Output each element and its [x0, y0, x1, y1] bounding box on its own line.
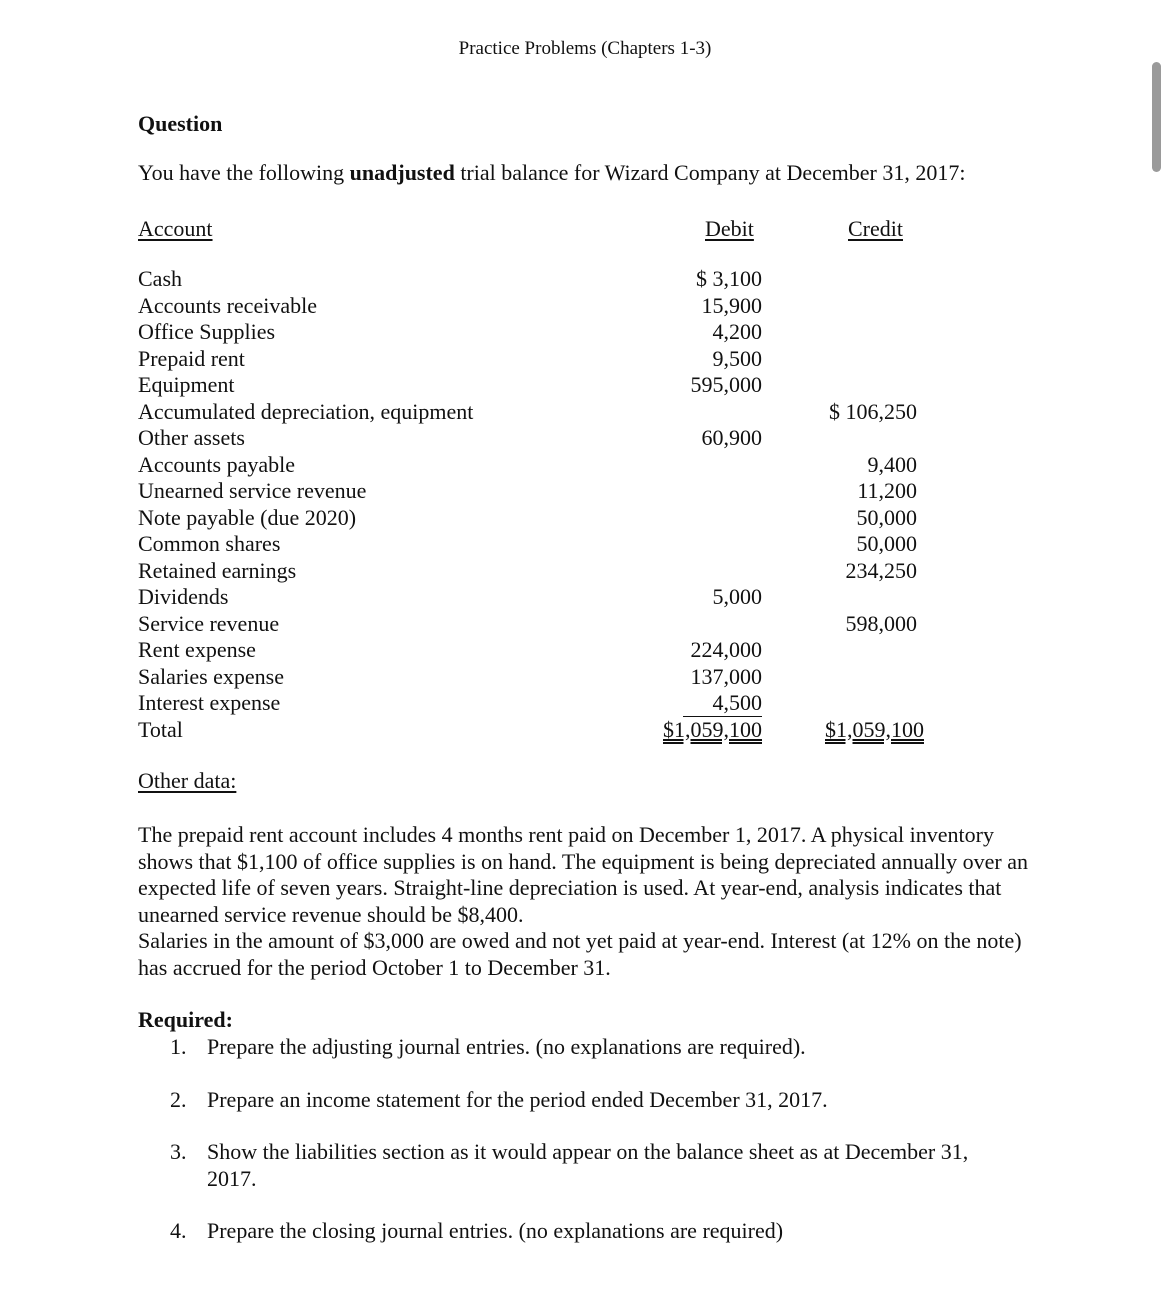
table-row-total: [0, 717, 1170, 743]
required-item: [170, 1218, 1030, 1245]
account-name: Rent expense: [138, 637, 256, 662]
credit-amount: 11,200: [857, 478, 917, 503]
debit-amount: 9,500: [712, 345, 762, 371]
table-row: [0, 478, 1170, 504]
debit-amount: 137,000: [690, 663, 762, 689]
debit-amount: 4,200: [712, 319, 762, 344]
other-data-title: Other data:: [138, 768, 237, 793]
account-name: Dividends: [138, 584, 229, 609]
item-text: Show the liabilities section as it would appear on the balance sheet as at December 31, 2017.: [207, 1139, 969, 1191]
account-name: Total: [138, 716, 183, 742]
account-name: Equipment: [138, 372, 235, 397]
intro-bold: unadjusted: [349, 160, 455, 185]
column-header-account: Account: [138, 216, 213, 241]
table-row: [0, 266, 1170, 292]
credit-amount: 50,000: [856, 504, 917, 530]
debit-amount: 5,000: [712, 584, 762, 609]
table-row: [0, 452, 1170, 478]
table-row: [0, 611, 1170, 637]
credit-amount: 50,000: [856, 531, 917, 556]
debit-amount: 60,900: [701, 425, 762, 450]
table-row: [0, 293, 1170, 319]
item-number: 2.: [170, 1087, 187, 1112]
question-title: Question: [138, 111, 223, 136]
column-header-credit: Credit: [848, 216, 903, 241]
account-name: Salaries expense: [138, 663, 284, 689]
item-number: 4.: [170, 1218, 187, 1243]
account-name: Office Supplies: [138, 319, 276, 344]
credit-amount: 9,400: [867, 451, 917, 477]
account-name: Service revenue: [138, 610, 280, 636]
item-number: 3.: [170, 1139, 187, 1164]
other-data-paragraph: The prepaid rent account includes 4 months rent paid on December 1, 2017. A physical inventory shows that $1,100 of office supplies is on hand. The equipment is being depreciated annually over an expected life of seven years. Straight-line depreciation is used. At year-end, analysis indicates that unearned service revenue should be $8,400.: [138, 822, 1028, 927]
debit-amount: 4,500: [683, 690, 763, 717]
credit-amount: 234,250: [845, 557, 917, 583]
table-row: [0, 637, 1170, 663]
intro-prefix: You have the following: [138, 160, 350, 185]
intro-text: [138, 160, 965, 186]
item-text: Prepare the adjusting journal entries. (no explanations are required).: [207, 1034, 806, 1059]
required-item: [170, 1139, 1030, 1193]
table-row: [0, 558, 1170, 584]
account-name: Note payable (due 2020): [138, 504, 357, 530]
table-row: [0, 531, 1170, 557]
account-name: Interest expense: [138, 690, 281, 715]
page-header: Practice Problems (Chapters 1-3): [458, 38, 712, 59]
table-row: [0, 319, 1170, 345]
account-name: Unearned service revenue: [138, 478, 367, 503]
credit-amount: 598,000: [845, 610, 917, 636]
other-data-paragraph: Salaries in the amount of $3,000 are owed and not yet paid at year-end. Interest (at 12% on the note) has accrued for the period October 1 to December 31.: [138, 928, 1022, 980]
account-name: Retained earnings: [138, 557, 297, 583]
debit-total: $1,059,100: [663, 716, 762, 742]
required-item: [170, 1087, 1030, 1114]
account-name: Common shares: [138, 531, 281, 556]
debit-amount: 595,000: [690, 372, 762, 397]
table-row: [0, 690, 1170, 716]
account-name: Accounts receivable: [138, 292, 317, 318]
column-header-debit: Debit: [705, 216, 754, 241]
table-row: [0, 425, 1170, 451]
intro-suffix: trial balance for Wizard Company at December 31, 2017:: [454, 160, 966, 185]
required-title: Required:: [138, 1007, 233, 1032]
table-row: [0, 505, 1170, 531]
item-text: Prepare an income statement for the period ended December 31, 2017.: [207, 1087, 828, 1112]
credit-total: $1,059,100: [825, 716, 924, 742]
debit-amount: 224,000: [690, 637, 762, 662]
item-text: Prepare the closing journal entries. (no explanations are required): [207, 1218, 784, 1243]
item-number: 1.: [170, 1034, 187, 1059]
debit-amount: $ 3,100: [696, 266, 762, 291]
table-row: [0, 399, 1170, 425]
debit-amount: 15,900: [701, 292, 762, 318]
scrollbar-thumb[interactable]: [1152, 62, 1161, 172]
required-item: [170, 1034, 1030, 1061]
table-row: [0, 372, 1170, 398]
account-name: Accumulated depreciation, equipment: [138, 398, 474, 424]
credit-amount: $ 106,250: [829, 398, 917, 424]
table-row: [0, 584, 1170, 610]
account-name: Accounts payable: [138, 451, 295, 477]
table-row: [0, 346, 1170, 372]
table-row: [0, 664, 1170, 690]
account-name: Prepaid rent: [138, 345, 245, 371]
account-name: Other assets: [138, 425, 245, 450]
account-name: Cash: [138, 266, 182, 291]
